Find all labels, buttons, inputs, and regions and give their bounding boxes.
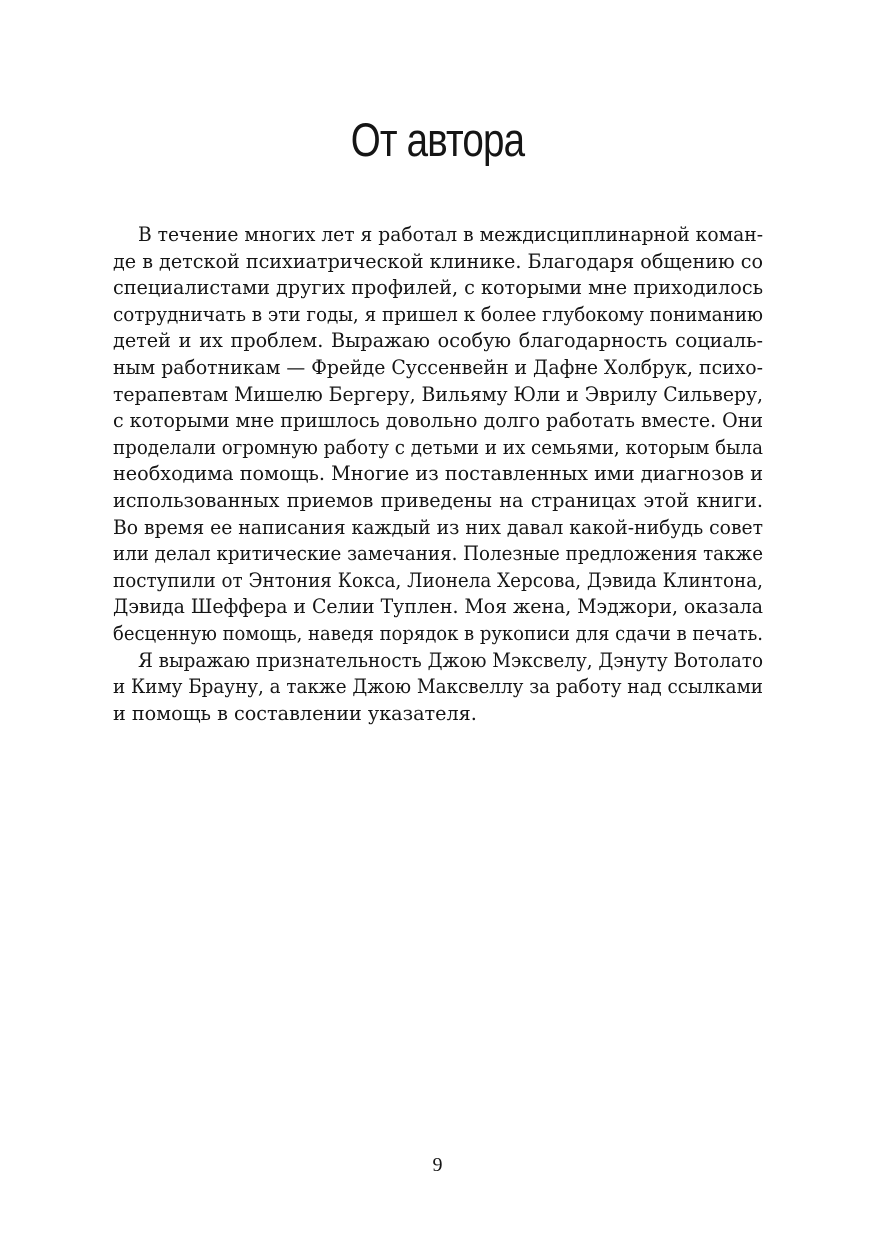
text-line: бесценную помощь, наведя порядок в рукописи для сдачи в печать. (113, 621, 764, 645)
page-title: От автора (350, 113, 525, 166)
paragraph-2 (113, 648, 763, 728)
text-line: специалистами других профилей, с которыми мне приходилось (113, 276, 764, 300)
text-line: Во время ее написания каждый из них давал какой-нибудь совет (113, 515, 763, 539)
text-line: и Киму Брауну, а также Джою Максвеллу за работу над ссылками (113, 675, 764, 699)
page-number: 9 (432, 1154, 443, 1176)
text-line: или делал критические замечания. Полезные предложения также (113, 542, 763, 566)
text-line: де в детской психиатрической клинике. Благодаря общению со (113, 249, 763, 273)
text-line: поступили от Энтония Кокса, Лионела Херсова, Дэвида Клинтона, (113, 568, 763, 592)
text-line: сотрудничать в эти годы, я пришел к более глубокому пониманию (113, 302, 764, 326)
body-text (113, 222, 763, 727)
text-line: и помощь в составлении указателя. (113, 701, 477, 725)
text-line: ным работникам — Фрейде Суссенвейн и Дафне Холбрук, психо- (113, 355, 764, 379)
text-line: Дэвида Шеффера и Селии Туплен. Моя жена, Мэджори, оказала (113, 595, 764, 619)
text-line: терапевтам Мишелю Бергеру, Вильяму Юли и Эврилу Сильверу, (113, 382, 763, 406)
paragraph-1 (113, 222, 763, 648)
text-line: В течение многих лет я работал в междисциплинарной коман- (138, 223, 764, 246)
text-line: проделали огромную работу с детьми и их семьями, которым была (113, 435, 764, 459)
text-line: Я выражаю признательность Джою Мэксвелу, Дэнуту Вотолато (138, 648, 764, 672)
text-line: необходима помощь. Многие из поставленных ими диагнозов и (113, 462, 763, 486)
text-line: использованных приемов приведены на страницах этой книги. (113, 488, 763, 512)
text-line: с которыми мне пришлось довольно долго работать вместе. Они (113, 409, 763, 433)
text-line: детей и их проблем. Выражаю особую благодарность социаль- (113, 329, 763, 353)
